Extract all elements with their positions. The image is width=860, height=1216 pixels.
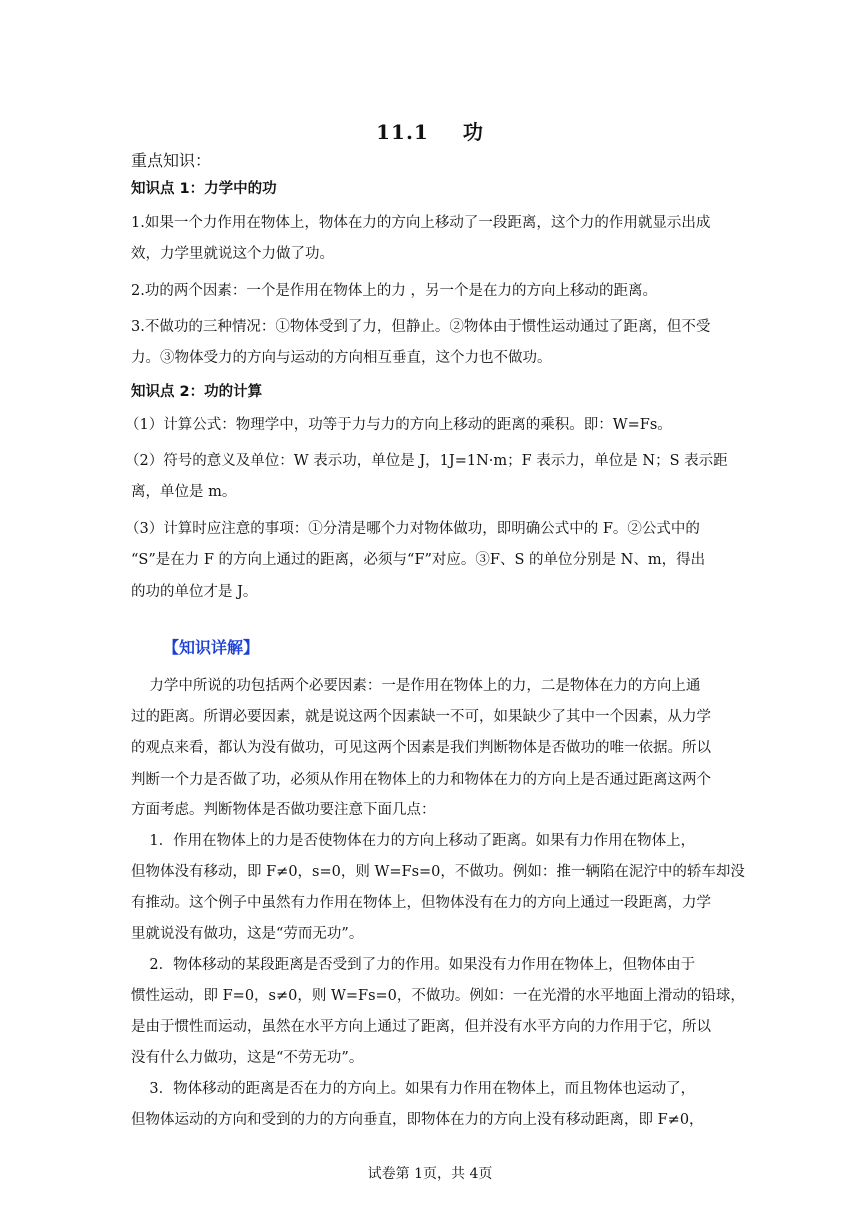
detail-line: 过的距离。所谓必要因素，就是说这两个因素缺一不可，如果缺少了其中一个因素，从力学 [131, 709, 711, 725]
detail-line: 力学中所说的功包括两个必要因素：一是作用在物体上的力，二是物体在力的方向上通 [131, 678, 701, 694]
kp2-line: 离，单位是 m。 [131, 484, 237, 500]
detail-line: 没有什么力做功，这是“不劳无功”。 [131, 1050, 364, 1066]
detail-line: 判断一个力是否做了功，必须从作用在物体上的力和物体在力的方向上是否通过距离这两个 [131, 772, 711, 788]
kp2-line: （2）符号的意义及单位：W 表示功，单位是 J，1J=1N·m；F 表示力，单位是 N；S 表示距 [125, 453, 728, 469]
section-label: 重点知识： [131, 151, 212, 170]
detail-line: 是由于惯性而运动，虽然在水平方向上通过了距离，但并没有水平方向的力作用于它，所以 [131, 1019, 711, 1035]
kp1-line: 效，力学里就说这个力做了功。 [131, 246, 334, 262]
kp2-line: “S”是在力 F 的方向上通过的距离，必须与“F”对应。③F、S 的单位分别是 N、m，得出 [131, 552, 706, 568]
title-number: 11.1 [376, 120, 429, 144]
detail-line: 惯性运动，即 F=0，s≠0，则 W=Fs=0，不做功。例如：一在光滑的水平地面上滑动的铅球， [131, 988, 745, 1004]
detail-line: 的观点来看，都认为没有做功，可见这两个因素是我们判断物体是否做功的唯一依据。所以 [131, 740, 711, 756]
page-footer: 试卷第 1页，共 4页 [367, 1166, 493, 1182]
detail-line: 但物体运动的方向和受到的力的方向垂直，即物体在力的方向上没有移动距离，即 F≠0， [131, 1112, 704, 1128]
kp1-line: 3.不做功的三种情况：①物体受到了力，但静止。②物体由于惯性运动通过了距离，但不受 [131, 319, 711, 335]
kp2-heading: 知识点 2：功的计算 [131, 384, 263, 400]
kp2-line: 的功的单位才是 J。 [131, 584, 258, 600]
detail-line: 里就说没有做功，这是“劳而无功”。 [131, 926, 364, 942]
kp2-line: （3）计算时应注意的事项：①分清是哪个力对物体做功，即明确公式中的 F。②公式中的 [125, 521, 700, 537]
detail-line: 方面考虑。判断物体是否做功要注意下面几点： [131, 802, 436, 818]
detail-line: 有推动。这个例子中虽然有力作用在物体上，但物体没有在力的方向上通过一段距离，力学 [131, 895, 711, 911]
kp1-line: 力。③物体受力的方向与运动的方向相互垂直，这个力也不做功。 [131, 350, 552, 366]
detail-line: 2．物体移动的某段距离是否受到了力的作用。如果没有力作用在物体上，但物体由于 [131, 957, 696, 973]
kp1-line: 2.功的两个因素：一个是作用在物体上的力 ，另一个是在力的方向上移动的距离。 [131, 283, 657, 299]
detail-line: 3．物体移动的距离是否在力的方向上。如果有力作用在物体上，而且物体也运动了， [131, 1081, 696, 1097]
detail-line: 1．作用在物体上的力是否使物体在力的方向上移动了距离。如果有力作用在物体上， [131, 833, 696, 849]
detail-tag: 【知识详解】 [163, 638, 260, 657]
title-text: 功 [462, 120, 484, 144]
kp1-line: 1.如果一个力作用在物体上，物体在力的方向上移动了一段距离，这个力的作用就显示出成 [131, 215, 711, 231]
detail-line: 但物体没有移动，即 F≠0，s=0，则 W=Fs=0，不做功。例如：推一辆陷在泥泞中的轿车却没 [131, 864, 745, 880]
kp1-heading: 知识点 1：力学中的功 [131, 181, 277, 197]
page-title [0, 116, 860, 145]
kp2-line: （1）计算公式：物理学中，功等于力与力的方向上移动的距离的乘积。即：W=Fs。 [125, 417, 672, 433]
